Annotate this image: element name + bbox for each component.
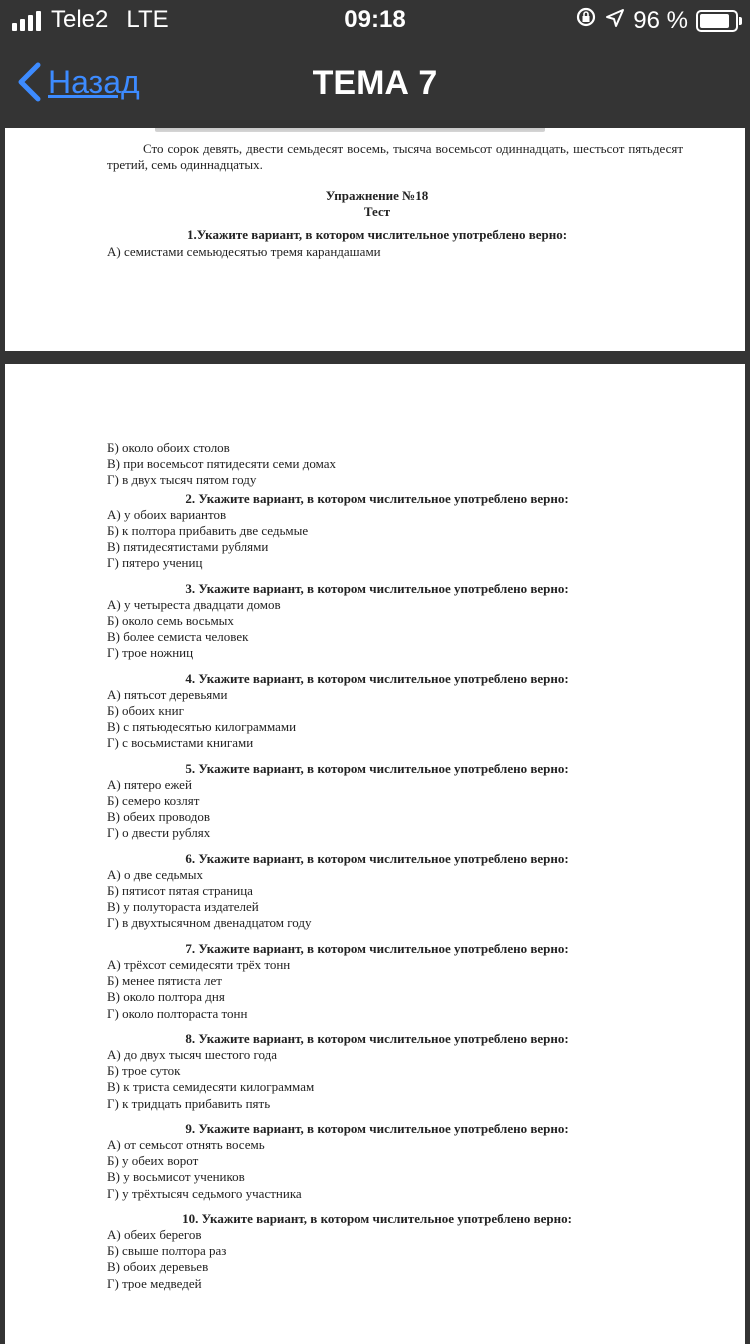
questions-list xyxy=(107,440,647,1292)
answer-option: Б) менее пятиста лет xyxy=(107,973,222,989)
question-title: 1.Укажите вариант, в котором числительное употреблено верно: xyxy=(186,227,568,243)
exercise-subtitle: Тест xyxy=(363,204,391,220)
question-title: 5. Укажите вариант, в котором числительное употреблено верно: xyxy=(185,760,569,776)
answer-option: А) пятьсот деревьями xyxy=(107,686,228,702)
answer-option: Б) трое суток xyxy=(107,1063,181,1079)
answer-option: Г) пятеро учениц xyxy=(107,555,203,571)
back-label: Назад xyxy=(48,63,140,100)
answer-option: Б) около обоих столов xyxy=(107,440,230,455)
answer-option: А) пятеро ежей xyxy=(107,776,192,792)
answer-option: А) о две седьмых xyxy=(107,866,203,882)
exercise-title: Упражнение №18 xyxy=(325,188,429,203)
network-type: LTE xyxy=(126,6,169,33)
battery-percent: 96 % xyxy=(633,6,688,34)
answer-option: Г) у трёхтысяч седьмого участника xyxy=(107,1185,302,1201)
answer-option: Б) пятисот пятая страница xyxy=(107,883,253,899)
question-title: 2. Укажите вариант, в котором числительное употреблено верно: xyxy=(185,490,569,506)
answer-option: А) у четыреста двадцати домов xyxy=(107,596,281,612)
page-title: ТЕМА 7 xyxy=(312,64,438,102)
answer-option: В) более семиста человек xyxy=(107,629,249,645)
answer-option: А) от семьсот отнять восемь xyxy=(107,1136,265,1152)
cut-off-text-line xyxy=(155,128,545,132)
answer-option: Г) трое медведей xyxy=(107,1275,202,1291)
question-title: 7. Укажите вариант, в котором числительное употреблено верно: xyxy=(185,940,569,956)
question-title: 3. Укажите вариант, в котором числительное употреблено верно: xyxy=(185,580,569,596)
answer-option: А) обеих берегов xyxy=(107,1226,202,1242)
answer-option: Б) около семь восьмых xyxy=(107,613,234,629)
paragraph: Сто сорок девять, двести семьдесят восемь, тысяча восемьсот одиннадцать, шестьсот пятьдесят третий, семь одиннадцатых. xyxy=(107,141,683,173)
answer-option: Б) обоих книг xyxy=(107,703,184,719)
answer-option: Г) к тридцать прибавить пять xyxy=(107,1095,271,1111)
document-page-1[interactable] xyxy=(5,128,745,351)
clock: 09:18 xyxy=(344,6,406,33)
answer-option: В) при восемьсот пятидесяти семи домах xyxy=(107,456,336,472)
answer-option: А) до двух тысяч шестого года xyxy=(107,1046,278,1062)
document-page-2[interactable] xyxy=(5,364,745,1344)
battery-icon xyxy=(696,10,738,32)
answer-option: Г) в двух тысяч пятом году xyxy=(107,472,257,488)
answer-option: А) у обоих вариантов xyxy=(107,506,227,522)
answer-option: Б) свыше полтора раз xyxy=(107,1243,227,1259)
answer-option: Г) с восьмистами книгами xyxy=(107,735,254,751)
answer-option: В) обеих проводов xyxy=(107,809,211,825)
navigation-bar xyxy=(0,40,750,128)
answer-option: Г) о двести рублях xyxy=(107,825,211,841)
question-title: 10. Укажите вариант, в котором числительное употреблено верно: xyxy=(182,1210,572,1226)
location-arrow-icon xyxy=(605,7,625,35)
answer-option: В) у восьмисот учеников xyxy=(107,1169,245,1185)
answer-option: А) семистами семьюдесятью тремя карандашами xyxy=(107,243,381,259)
answer-option: В) к триста семидесяти килограммам xyxy=(107,1079,315,1095)
question-title: 4. Укажите вариант, в котором числительное употреблено верно: xyxy=(185,670,569,686)
answer-option: В) обоих деревьев xyxy=(107,1259,209,1275)
answer-option: В) у полутораста издателей xyxy=(107,899,259,915)
question-title: 8. Укажите вариант, в котором числительное употреблено верно: xyxy=(185,1030,569,1046)
carrier-name: Tele2 xyxy=(51,6,109,33)
answer-option: Б) у обеих ворот xyxy=(107,1153,199,1169)
answer-option: А) трёхсот семидесяти трёх тонн xyxy=(107,956,291,972)
answer-option: Г) трое ножниц xyxy=(107,645,194,661)
question-title: 6. Укажите вариант, в котором числительное употреблено верно: xyxy=(185,850,569,866)
answer-option: Б) семеро козлят xyxy=(107,793,200,809)
answer-option: В) с пятьюдесятью килограммами xyxy=(107,719,297,735)
answer-option: В) около полтора дня xyxy=(107,989,225,1005)
question-title: 9. Укажите вариант, в котором числительное употреблено верно: xyxy=(185,1120,569,1136)
orientation-lock-icon xyxy=(575,6,597,35)
answer-option: В) пятидесятистами рублями xyxy=(107,539,269,555)
status-bar xyxy=(0,0,750,40)
exercise-header xyxy=(107,188,647,260)
answer-option: Г) около полтораста тонн xyxy=(107,1005,248,1021)
answer-option: Г) в двухтысячном двенадцатом году xyxy=(107,915,312,931)
answer-option: Б) к полтора прибавить две седьмые xyxy=(107,523,309,539)
